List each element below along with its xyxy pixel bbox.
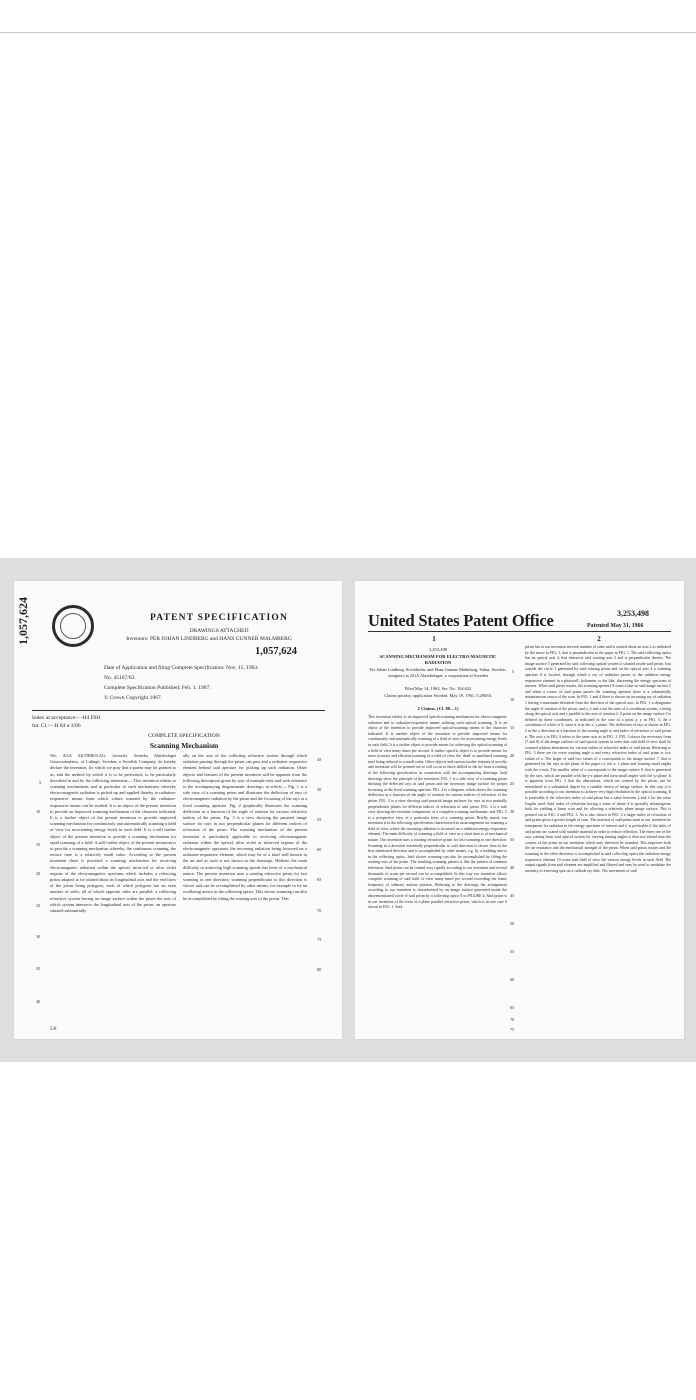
filed-date: Filed May 14, 1962, Ser. No. 194,622 xyxy=(404,686,472,691)
line-number: 30 xyxy=(510,809,515,814)
column-number-2: 2 xyxy=(597,635,601,643)
priority: Claims priority, application Sweden, May 19, 1961, 5,290/61 xyxy=(384,693,492,698)
line-number: 55 xyxy=(510,949,515,954)
line-number: 25 xyxy=(36,903,41,908)
line-number: 80 xyxy=(317,967,322,972)
line-number: 45 xyxy=(317,757,322,762)
right-page[interactable] xyxy=(355,581,684,1039)
line-number: 5 xyxy=(512,669,515,674)
line-number: 5 xyxy=(39,780,42,785)
crown-copyright: © Crown Copyright 1967. xyxy=(104,695,162,701)
left-text-column-1: We, AGA AKTIEBOLAG, formerly Svenska Aktiebolaget Gasaccumulator, of Lidingö, Sweden, a Swedish Company, do hereby declare the invention, for which we pray that a patent may be granted to us, and the method by which it is to be performed, to be particularly described in and by the following statement:— This invention relates to scanning mechanisms and in particular to such mechanisms whereby electro-magnetic radiation is picked-up and applied thereby to radiation-responsive means from which values scanned by the radiation-responsive means can be studied. It is an object of the present invention to provide an improved scanning mechanism of the character indicated. It is a further object of the present invention to provide improved scanning mechanism for continuously and automatically scanning a field of view for ascertaining energy levels in such field. It is a still further object of the present invention to provide a scanning mechanism for rapid scanning of a field. A still further object of the present invention is to provide a scanning mechanism whereby, the continuous scanning, the retrace time is a relatively small value. According to the present invention there is provided a scanning mechanism for receiving electromagnetic radiation within the optical, infra-red or ultra violet regions of the electromagnetic spectrum which includes a refracting prism adapted to be rotated about its longitudinal axis and the end faces of the prism being polygons, each of which polygons has an even number of sides, all of which opposite sides are parallel; a collecting refractive system having an image surface within the prism the axis of which system intersects the longitudinal axis of the prism; an aperture situated substantially. xyxy=(50,753,176,914)
line-number: 60 xyxy=(510,977,515,982)
line-number: 20 xyxy=(510,753,515,758)
inventors: Inventors: PER JOHAN LINDBERG and HANS GUNNER MALMBERG xyxy=(126,636,292,642)
line-number: 35 xyxy=(510,837,515,842)
line-number: 75 xyxy=(510,1027,515,1032)
line-number: 65 xyxy=(317,877,322,882)
column-number-1: 1 xyxy=(432,635,436,643)
application-number: No. 45167/63. xyxy=(104,675,136,681)
line-number: 10 xyxy=(510,697,515,702)
header-rule xyxy=(32,710,325,711)
crown-seal-icon xyxy=(52,605,94,647)
line-number: 70 xyxy=(317,908,322,913)
top-divider xyxy=(0,32,696,33)
line-number: 65 xyxy=(510,1005,515,1010)
line-number: 30 xyxy=(36,934,41,939)
drawings-attached: DRAWINGS ATTACHED xyxy=(189,628,249,634)
complete-spec: COMPLETE SPECIFICATION xyxy=(148,733,220,739)
left-page[interactable] xyxy=(14,581,342,1039)
right-text-column-1: This invention relates to an improved optical-scanning mechanism for electro-magnetic radiation and to radiation-responsive means utilizing such optical scanning. It is an object of the invention to provide improved optical-scanning means of the character indicated. It is another object of the invention to provide improved means for continuously and automatically scanning of a field of view for ascertaining energy levels in such field. It is a further object to provide means for achieving the optical-scanning of a field of view many times per second. A further specific object is to provide means for more accurate and efficient scanning of a field of view, the 'dead' or unutilized scanning time being reduced to a small value. Other objects and various further features of novelty and invention will be pointed out or will occur to those skilled in the art from a reading of the following specification, in connection with the accompanying drawings. Said drawings show the principle of the invention. FIG. 1 is a side view of a scanning prism showing the deflected rays in said prism and the necessary image surface for proper focussing at the fixed scanning aperture. FIG. 2 is a diagram, which shows the scanning deflection as a function of the angle of rotation for various indices of refraction of the prism. FIG. 3 is a view showing said paraxial image surfaces for rays in two mutually perpendicular planes for different indices of refraction of said prism. FIG. 4 is a side view showing the essential components of a complete scanning mechanism; and FIG. 5 is a perspective view of a particular form of a scanning prism. Briefly stated, our invention is in the following specification characterized as an arrangement for scanning a field of view, where the incoming radiation is focussed on a radiation-energy responsive element. The main difficulty of scanning a field of view in a short time is of mechanical nature. Our invention uses a rotating refractive prism for fast scanning in one direction. Scanning in a direction essentially perpendicular to said direction is slower than in the first mentioned direction and is accomplished by other means, e.g. by a nodding mirror in the collecting optics. Said slower scanning can also be accomplished by tilting the rotating axis of the prism. The resulting scanning pattern is like the pattern of common television. Said prism can be rotated very rapidly according to our invention and several thousands of scans per second can be accomplished. In this way our invention allows complete scanning of said field of view many times per second exceeding the frame frequency of ordinary motion pictures. Referring to the drawings the arrangement according to our invention is characterized by an image surface generated inside the abovementioned circle of said prism by a collecting optics 9 in FIGURE 4. Said prism is in our invention of the form of a plane parallel refractive prism, which is in one case 6 shown in FIG. 1. Said xyxy=(368,715,507,910)
patent-number: 1,057,624 xyxy=(255,646,297,657)
patent-title: SCANNING MECHANISM FOR ELECTRO-MAGNETIC RADIATION xyxy=(379,654,497,665)
price: 5/6 xyxy=(50,1027,57,1032)
spec-heading: Scanning Mechanism xyxy=(149,741,219,750)
line-number: 45 xyxy=(510,893,515,898)
left-text-column-2: ally on the axis of the collecting refractive system through which radiation passing through the prism can pass and a radiation responsive element behind said aperture for picking up such radiation. Other objects and features of the present invention will be apparent from the following description given by way of example only and with reference to the accompanying diagrammatic drawings, in which:— Fig. 1 is a side view of a scanning prism and illustrates the deflection of rays of electromagnetic radiation by the prism and the focussing of the rays at a fixed scanning aperture. Fig. 2 graphically illustrates the scanning deflection as a function of the angle of rotation for various refractive indices of the prism. Fig. 3 is a view showing the paraxial image surface for rays in two perpendicular planes for different indices of refraction of the prism. The scanning mechanism of the present invention is particularly applicable to receiving electromagnetic radiation within the optical, ultra violet or infra-red regions of the electromagnetic spectrum, the incoming radiation being focussed on a radiation-responsive element, which may be of a kind well known in the art and as such is not shown in the drawings. Hitherto the main difficulty in achieving high scanning speeds has been of a mechanical nature. The present invention uses a rotating refractive prism for fast scanning in one direction; scanning perpendicular to this direction is slower and can be accomplished by other means, for example or by an oscillating mirror in the collecting optics. This slower scanning can also be accomplished by tilting the rotating axis of the prism. This xyxy=(183,753,307,901)
spec-title: PATENT SPECIFICATION xyxy=(149,613,289,623)
right-text-column-2: prism has in our invention an even number of sides and is rotated about an axis 2 as indicated by the arrow in FIG. 1, that is perpendicular to the paper in FIG. 1. The said collecting optics has an optical axis 4, that intersects said rotating axis 2 and is perpendicular thereto. The image surface 5 generated by said collecting optical system is situated inside said prism. Just outside the circle 3 generated by said rotating prism and on the optical axis 4 a scanning aperture 8 is located, through which a ray of radiation passes to the radiation energy responsive element in a photocell, bolometer or the like, discerning the energy spectrum of interest. When said prism rotates, the scanning aperture 8 scans a line on said image surface 5 and when a corner of said prism passes the scanning aperture there is a substantially instantaneous return of the scan. In FIG. 1 and 4 there is shown an incoming ray of radiation 1 having a maximum deviation from the direction of the optical axis. In FIG. 1 α designates the angle of rotation of the prism, and x, y and z are the axes of a coordinate system, z being along the optical axis and y parallel to the axis of rotation 2. A point on the image surface 5 is defined by these coordinates, as indicated in the case of a point a, y in FIG. 3, the z coordinate of which is 0, since it is in the x, y plane. The deflection of rays is shown in FIG. 2 in the x direction as a function of the turning angle α, and index of refraction of said prism n. The axis y in FIG. 3 refers to the same axis as in FIG. 1. FIG. 3 shows the necessary form (7 and 8) of the image surfaces of said optical system in order that said field of view shall be scanned without aberrations for various values of refractive index of said prism. Referring to FIG. 3 there are for every rotating angle α and every refractive index of said prism n, two values of z. The larger of said two values of z corresponds to the image surface 7, that is generated by the rays in the plane of the paper i.e. the x, z plane and forming small angles with the z-axis. The smaller value of z corresponds to the image surface 8, that is generated by the rays, which are parallel with the y-z plane and form small angles with the yz plane. It is apparent from FIG. 3 that the aberrations, which are created by the prism, can be neutralized to a substantial degree by a suitable choice of image surface. In this way it is possible according to our invention to achieve very high resolution in the optical scanning. It is preferable if the refractive index of said prism has a value between 2 and 4 for the wave lengths used. Said index of refraction having a value of about 4 is specially advantageous both for yielding a linear scan and for allowing a relatively plane image surface. This is pointed out in FIG. 2 and FIG. 3. As is also shown in FIG. 2 a larger index of refraction of said prism gives a greater length of scan. The material of said prism must in our invention be transparent for radiation in the energy spectrum of interest and it is preferable if the sides of said prism are coated with suitable material in order to reduce reflection. The entry one of the rays coming from said optical system for varying turning angles α does not extend near the corners of the prism in our invention which may therefore be rounded. This improves both the air resistance and the mechanical strength of the prism. When said prism rotates and the scanning in the other direction is accomplished in said collecting optics the radiation-energy responsive element 10 scans said field of view the various energy levels in such field. The output signals from said element are amplified and filtered and may be used to modulate the intensity of a moving spot on a cathode ray tube. The movement of said xyxy=(525,645,671,873)
vertical-patent-number: 1,057,624 xyxy=(16,597,30,645)
us-patent-number: 3,253,498 xyxy=(617,609,649,618)
patented-date: Patented May 31, 1966 xyxy=(587,623,644,629)
header-rule xyxy=(368,631,671,632)
int-cl: Int. Cl.:—H 04 n 3/06 xyxy=(32,723,81,729)
line-number: 35 xyxy=(36,966,41,971)
line-number: 75 xyxy=(317,937,322,942)
line-number: 70 xyxy=(510,1017,515,1022)
assignee: Per Johan Lindberg, Stockholm, and Hans Gunnar Malmberg, Solna, Sweden, assignors to AGA Aktiebolaget, a corporation of Sweden xyxy=(369,667,507,678)
claims: 2 Claims. (Cl. 88—1) xyxy=(417,706,459,711)
line-number: 15 xyxy=(36,842,41,847)
published-date: Complete Specification Published: Feb. 1, 1967. xyxy=(104,685,211,691)
line-number: 60 xyxy=(317,847,322,852)
line-number: 15 xyxy=(510,725,515,730)
document-viewer xyxy=(0,558,696,1062)
line-number: 25 xyxy=(510,781,515,786)
line-number: 10 xyxy=(36,809,41,814)
index-at-acceptance: Index at acceptance:—H4 F6H xyxy=(32,715,101,721)
line-number: 55 xyxy=(317,817,322,822)
line-number: 20 xyxy=(36,871,41,876)
small-patent-number: 3,253,498 xyxy=(428,647,448,652)
line-number: 40 xyxy=(36,999,41,1004)
line-number: 50 xyxy=(510,921,515,926)
office-title: United States Patent Office xyxy=(368,611,554,630)
filing-date: Date of Application and filing Complete Specification: Nov. 15, 1963. xyxy=(104,665,259,671)
line-number: 50 xyxy=(317,787,322,792)
line-number: 40 xyxy=(510,865,515,870)
